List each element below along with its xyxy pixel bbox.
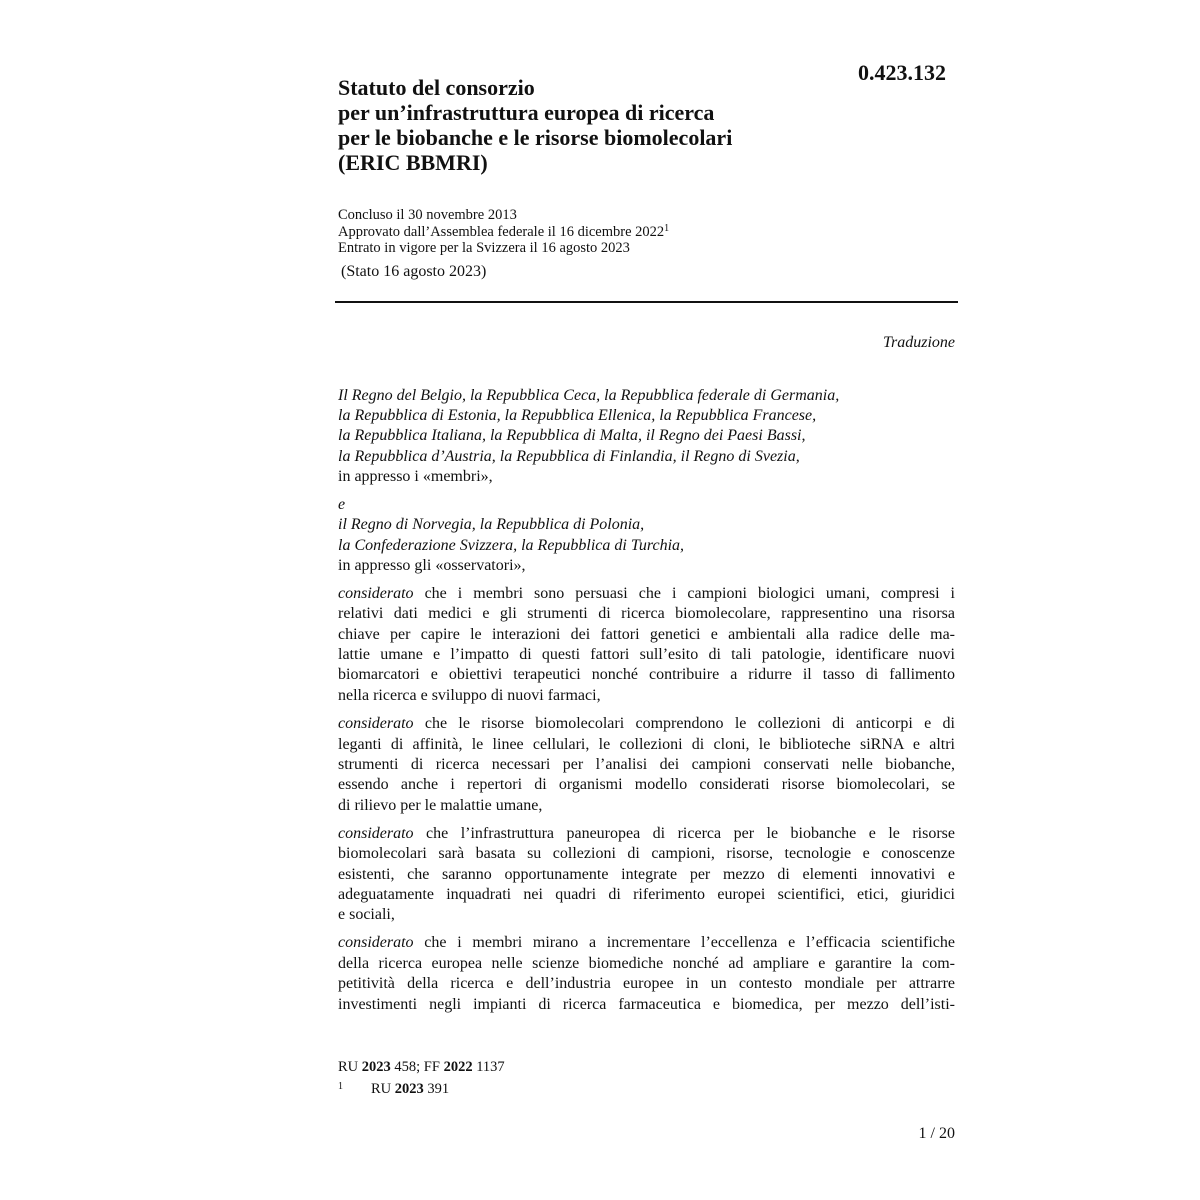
- ru-page: 391: [423, 1081, 450, 1097]
- paragraph-line: chiave per capire le interazioni dei fattori genetici e ambientali alla radice delle ma-: [338, 626, 955, 643]
- title-line: Statuto del consorzio: [338, 75, 535, 100]
- title-line: per un’infrastruttura europea di ricerca: [338, 100, 715, 125]
- page-number: 1 / 20: [918, 1125, 955, 1142]
- paragraph-line: leganti di affinità, le linee cellulari, le collezioni di cloni, le biblioteche siRNA e altri: [338, 736, 955, 753]
- ru-label: RU: [371, 1081, 392, 1097]
- paragraph-text: che i membri mirano a incrementare l’eccellenza e l’efficacia scientifiche: [413, 934, 955, 951]
- paragraph-line: adeguatamente inquadrati nei quadri di riferimento europei scientifici, etici, giuridici: [338, 886, 955, 903]
- paragraph-first-line: [338, 714, 955, 734]
- paragraph-text: che i membri sono persuasi che i campioni biologici umani, compresi i: [413, 585, 955, 602]
- paragraph-line: relativi dati medici e gli strumenti di ricerca biomolecolare, rappresentino una risorsa: [338, 605, 955, 622]
- official-reference: [338, 1058, 505, 1077]
- ff-year: 2022: [443, 1059, 473, 1075]
- footnote-marker: 1: [664, 222, 670, 234]
- footnotes: [338, 1058, 505, 1099]
- observers-line: il Regno di Norvegia, la Repubblica di Polonia,: [338, 516, 645, 533]
- paragraph-line: della ricerca europea nelle scienze biomediche nonché ad ampliare e garantire la com-: [338, 955, 955, 972]
- considerato-word: considerato: [338, 934, 414, 951]
- paragraph-text: che le risorse biomolecolari comprendono le collezioni di anticorpi e di: [413, 715, 955, 732]
- paragraph-first-line: [338, 584, 955, 604]
- title-line: per le biobanche e le risorse biomolecolari: [338, 125, 733, 150]
- members-line: la Repubblica di Estonia, la Repubblica Ellenica, la Repubblica Francese,: [338, 407, 817, 424]
- ru-page: 458; FF: [390, 1059, 444, 1075]
- status-date: (Stato 16 agosto 2023): [341, 263, 487, 280]
- document-title: [338, 75, 808, 175]
- observers-line: la Confederazione Svizzera, la Repubblica di Turchia,: [338, 537, 685, 554]
- considerato-word: considerato: [338, 585, 414, 602]
- members-line: Il Regno del Belgio, la Repubblica Ceca, la Repubblica federale di Germania,: [338, 387, 840, 404]
- paragraph-line: esistenti, che saranno opportunamente integrate per mezzo di elementi innovativi e: [338, 866, 955, 883]
- translation-label: Traduzione: [882, 334, 955, 351]
- footnote-1: [338, 1077, 505, 1099]
- paragraph-last-line: e sociali,: [338, 906, 395, 923]
- ru-year: 2023: [394, 1081, 424, 1097]
- considerato-word: considerato: [338, 825, 414, 842]
- paragraph-first-line: [338, 933, 955, 953]
- members-suffix: in appresso i «membri»,: [338, 468, 493, 485]
- paragraph-line: investimenti negli impianti di ricerca farmaceutica e biomedica, per mezzo dell’isti-: [338, 996, 955, 1013]
- in-force-date: Entrato in vigore per la Svizzera il 16 agosto 2023: [338, 240, 630, 256]
- approved-date: Approvato dall’Assemblea federale il 16 dicembre 2022: [338, 223, 665, 240]
- title-line: (ERIC BBMRI): [338, 150, 488, 175]
- paragraph-first-line: [338, 824, 955, 844]
- paragraph-line: strumenti di ricerca necessari per l’analisi dei campioni conservati nelle biobanche,: [338, 756, 955, 773]
- document-meta: [338, 207, 669, 257]
- footnote-mark: 1: [338, 1081, 343, 1092]
- paragraph-last-line: nella ricerca e sviluppo di nuovi farmaci,: [338, 687, 601, 704]
- paragraph-line: petitività della ricerca e dell’industria europee in un contesto mondiale per attrarre: [338, 975, 955, 992]
- conjunction: e: [338, 496, 346, 513]
- ff-page: 1137: [472, 1059, 505, 1075]
- approved-date-line: [338, 224, 669, 241]
- ru-label: RU: [338, 1059, 359, 1075]
- members-line: la Repubblica Italiana, la Repubblica di Malta, il Regno dei Paesi Bassi,: [338, 427, 806, 444]
- paragraph-text: che l’infrastruttura paneuropea di ricerca per le biobanche e le risorse: [413, 825, 955, 842]
- paragraph-line: biomolecolari sarà basata su collezioni di campioni, risorse, tecnologie e conoscenze: [338, 845, 955, 862]
- observers-suffix: in appresso gli «osservatori»,: [338, 557, 526, 574]
- considerato-word: considerato: [338, 715, 414, 732]
- ru-year: 2023: [361, 1059, 391, 1075]
- members-line: la Repubblica d’Austria, la Repubblica di Finlandia, il Regno di Svezia,: [338, 448, 800, 465]
- paragraph-last-line: di rilievo per le malattie umane,: [338, 797, 543, 814]
- header-divider: [335, 301, 958, 303]
- concluded-date: Concluso il 30 novembre 2013: [338, 207, 517, 223]
- paragraph-line: essendo anche i repertori di organismi modello considerati risorse biomolecolari, se: [338, 776, 955, 793]
- paragraph-line: lattie umane e l’impatto di questi fattori sull’esito di tali patologie, identificare nuovi: [338, 646, 955, 663]
- sr-number: 0.423.132: [858, 60, 946, 85]
- paragraph-line: biomarcatori e obiettivi terapeutici nonché contribuire a ridurre il tasso di fallimento: [338, 666, 955, 683]
